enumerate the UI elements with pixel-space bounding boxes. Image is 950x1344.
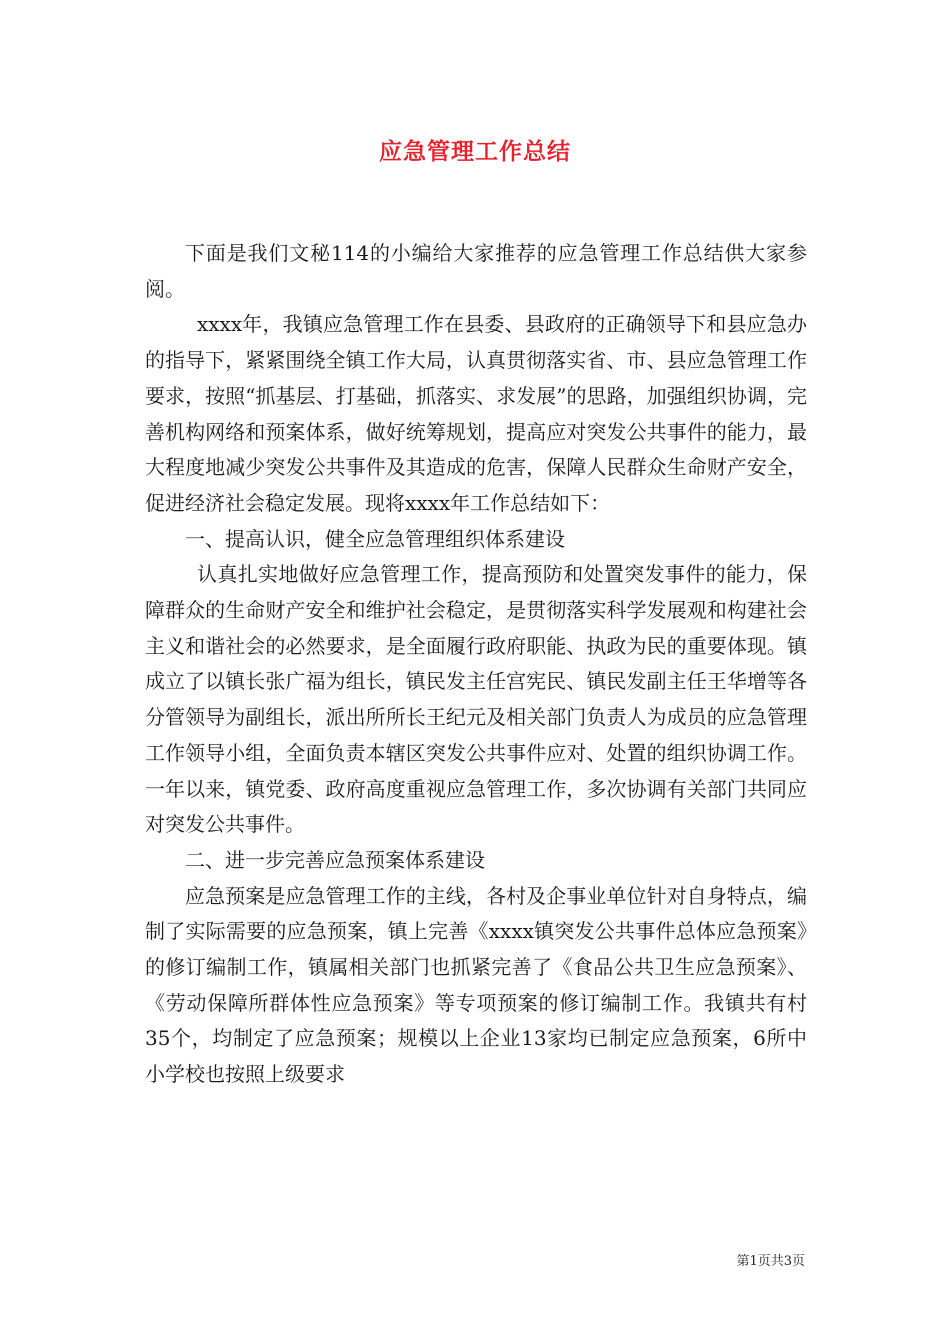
section-heading-2: 二、进一步完善应急预案体系建设 — [185, 847, 485, 872]
paragraph-overview: xxxx年，我镇应急管理工作在县委、县政府的正确领导下和县应急办的指导下，紧紧围绕全镇工作大局，认真贯彻落实省、市、县应急管理工作要求，按照“抓基层、打基础，抓落实、求发展”的思路，加强组织协调，完善机构网络和预案体系，做好统筹规划，提高应对突发公共事件的能力，最大程度地减少突发公共事件及其造成的危害，保障人民群众生命财产安全，促进经济社会稳定发展。现将xxxx年工作总结如下： — [145, 312, 807, 515]
document-body — [145, 236, 807, 1093]
page-number: 第1页共3页 — [736, 1254, 805, 1269]
section-heading-1: 一、提高认识，健全应急管理组织体系建设 — [185, 526, 565, 551]
paragraph-section-2: 应急预案是应急管理工作的主线，各村及企事业单位针对自身特点，编制了实际需要的应急预案，镇上完善《xxxx镇突发公共事件总体应急预案》的修订编制工作，镇属相关部门也抓紧完善了《食品公共卫生应急预案》、《劳动保障所群体性应急预案》等专项预案的修订编制工作。我镇共有村35个，均制定了应急预案；规模以上企业13家均已制定应急预案，6所中小学校也按照上级要求 — [145, 883, 807, 1087]
document-title: 应急管理工作总结 — [379, 139, 571, 165]
paragraph-intro: 下面是我们文秘114的小编给大家推荐的应急管理工作总结供大家参阅。 — [145, 241, 807, 301]
paragraph-section-1: 认真扎实地做好应急管理工作，提高预防和处置突发事件的能力，保障群众的生命财产安全和维护社会稳定，是贯彻落实科学发展观和构建社会主义和谐社会的必然要求，是全面履行政府职能、执政为民的重要体现。镇成立了以镇长张广福为组长，镇民发主任宫宪民、镇民发副主任王华增等各分管领导为副组长，派出所所长王纪元及相关部门负责人为成员的应急管理工作领导小组，全面负责本辖区突发公共事件应对、处置的组织协调工作。一年以来，镇党委、政府高度重视应急管理工作，多次协调有关部门共同应对突发公共事件。 — [145, 562, 807, 837]
